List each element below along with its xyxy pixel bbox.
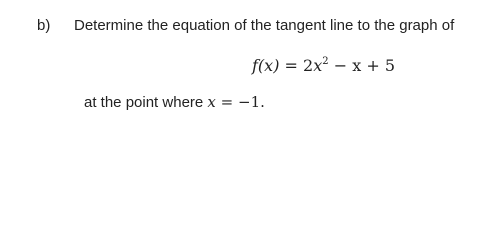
condition-prefix: at the point where (84, 94, 204, 111)
condition-variable: x (207, 93, 216, 111)
condition-math (207, 93, 264, 111)
equation-term1-coef: 2 (303, 56, 314, 75)
equation-lhs: f(x) (252, 56, 280, 75)
equation-rest: − x + 5 (333, 56, 395, 75)
problem-prompt: Determine the equation of the tangent line to the graph of (74, 17, 455, 34)
equation-equals: = (284, 56, 298, 75)
condition-value: = −1. (220, 93, 265, 111)
point-condition (84, 93, 265, 111)
function-equation (252, 56, 395, 75)
equation-term1-exponent: 2 (322, 56, 329, 67)
problem-part-label: b) (37, 17, 51, 34)
equation-term1-var: x (313, 56, 323, 75)
